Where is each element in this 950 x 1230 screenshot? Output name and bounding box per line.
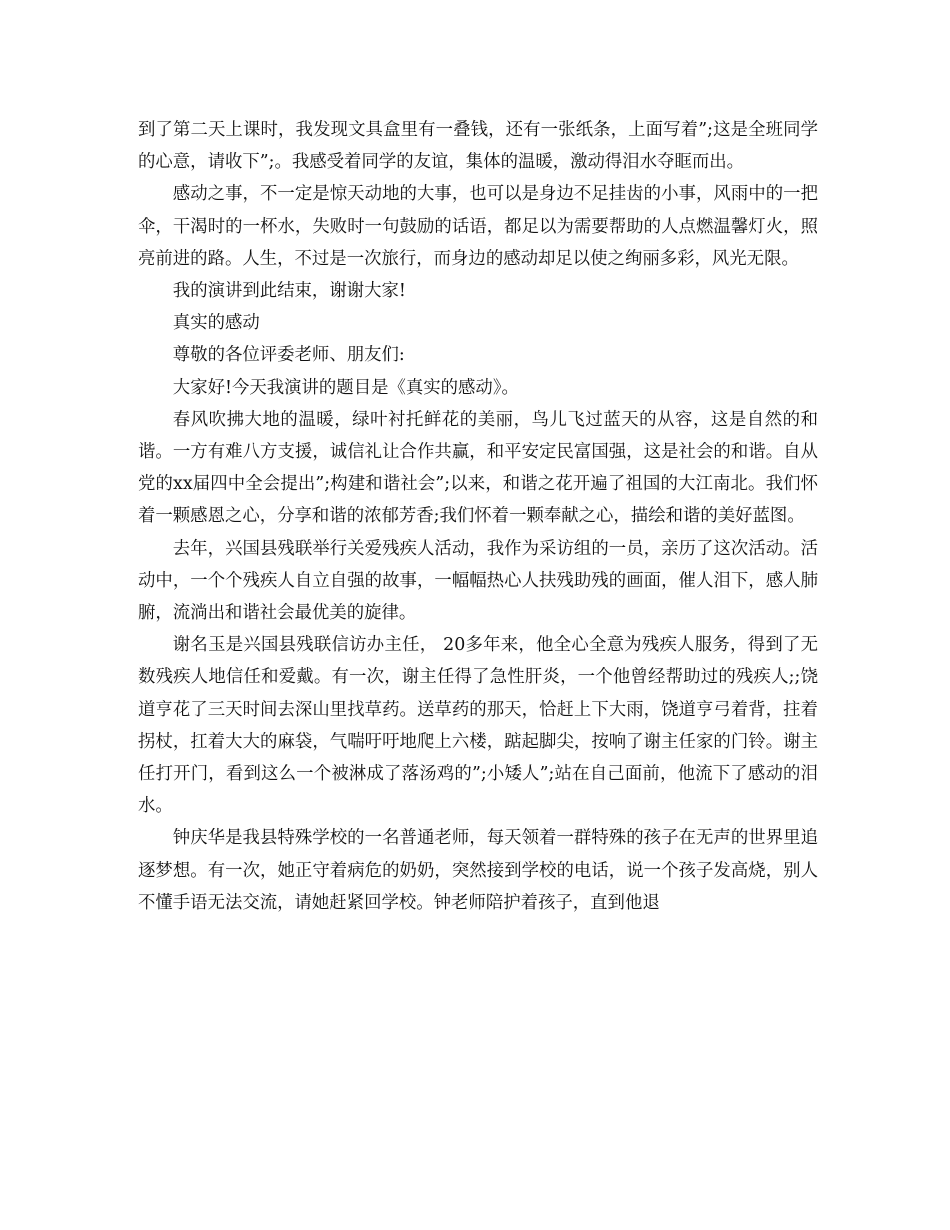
paragraph: 我的演讲到此结束，谢谢大家! [172, 281, 406, 302]
paragraph: 谢名玉是兴国县残联信访办主任， 20多年来，他全心全意为残疾人服务，得到了无数残疾人地信任和爱戴。有一次，谢主任得了急性肝炎，一个他曾经帮助过的残疾人;;饶道亨花了三天时间去深山里找草药。送草药的那天，恰赶上下大雨，饶道亨弓着背，拄着拐杖，扛着大大的麻袋，气喘吁吁地爬上六楼，踮起脚尖，按响了谢主任家的门铃。谢主任打开门，看到这么一个被淋成了落汤鸡的”;小矮人”;站在自己面前，他流下了感动的泪水。 [138, 635, 818, 817]
paragraph: 去年，兴国县残联举行关爱残疾人活动，我作为采访组的一员，亲历了这次活动。活动中，一个个残疾人自立自强的故事，一幅幅热心人扶残助残的画面，催人泪下，感人肺腑，流淌出和谐社会最优美的旋律。 [138, 538, 818, 624]
document-body [138, 114, 818, 919]
paragraph: 春风吹拂大地的温暖，绿叶衬托鲜花的美丽，鸟儿飞过蓝天的从容，这是自然的和谐。一方有难八方支援，诚信礼让合作共赢，和平安定民富国强，这是社会的和谐。自从党的xx届四中全会提出”;构建和谐社会”;以来，和谐之花开遍了祖国的大江南北。我们怀着一颗感恩之心，分享和谐的浓郁芳香;我们怀着一颗奉献之心，描绘和谐的美好蓝图。 [138, 409, 818, 527]
paragraph: 钟庆华是我县特殊学校的一名普通老师，每天领着一群特殊的孩子在无声的世界里追逐梦想。有一次，她正守着病危的奶奶，突然接到学校的电话，说一个孩子发高烧，别人不懂手语无法交流，请她赶紧回学校。钟老师陪护着孩子，直到他退 [138, 828, 818, 913]
paragraph: 感动之事，不一定是惊天动地的大事，也可以是身边不足挂齿的小事，风雨中的一把伞，干渴时的一杯水，失败时一句鼓励的话语，都足以为需要帮助的人点燃温馨灯火，照亮前进的路。人生，不过是一次旅行，而身边的感动却足以使之绚丽多彩，风光无限。 [138, 184, 818, 269]
paragraph: 大家好!今天我演讲的题目是《真实的感动》。 [172, 377, 519, 398]
section-title: 真实的感动 [172, 313, 260, 334]
paragraph: 到了第二天上课时，我发现文具盒里有一叠钱，还有一张纸条，上面写着”;这是全班同学的心意，请收下”;。我感受着同学的友谊，集体的温暖，激动得泪水夺眶而出。 [138, 120, 818, 173]
salutation: 尊敬的各位评委老师、朋友们: [172, 345, 405, 366]
